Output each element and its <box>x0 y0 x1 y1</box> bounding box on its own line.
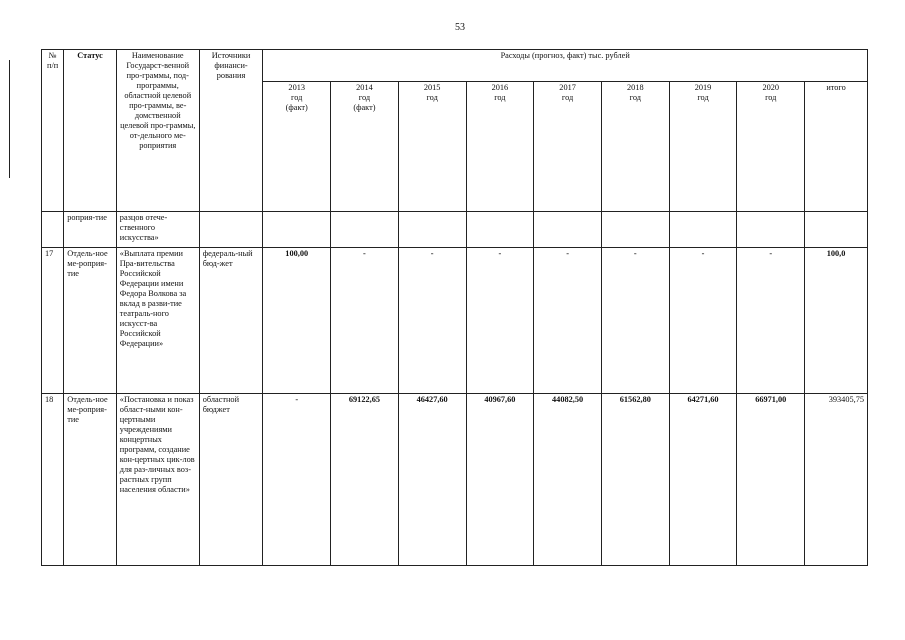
header-year: 2018 год <box>601 82 669 212</box>
header-year: 2016 год <box>466 82 534 212</box>
row-num: 17 <box>42 248 64 394</box>
table-cell <box>398 212 466 248</box>
header-year: 2015 год <box>398 82 466 212</box>
table-cell <box>669 212 737 248</box>
row-value: - <box>466 248 534 394</box>
continuation-row <box>42 212 868 248</box>
row-status: Отдель-ное ме-роприя-тие <box>64 394 117 566</box>
row-value: 61562,80 <box>601 394 669 566</box>
header-sources: Источники финанси-рования <box>199 50 263 212</box>
row-value: 40967,60 <box>466 394 534 566</box>
header-num: № п/п <box>42 50 64 212</box>
header-year: 2014 год (факт) <box>331 82 399 212</box>
margin-rule <box>9 60 10 178</box>
table-cell <box>263 212 331 248</box>
continuation-name: разцов отече-ственного искусства» <box>116 212 199 248</box>
table-cell <box>534 212 602 248</box>
row-name: «Постановка и показ област-ными кон-цертными учреждениями концертных программ, создание кон-цертных цик-лов для раз-личных воз-растных групп населения области» <box>116 394 199 566</box>
header-year: 2013 год (факт) <box>263 82 331 212</box>
row-value: - <box>398 248 466 394</box>
row-value: - <box>534 248 602 394</box>
row-value: - <box>263 394 331 566</box>
row-value: - <box>669 248 737 394</box>
expenses-table <box>41 49 868 566</box>
header-row <box>42 50 868 82</box>
table-cell <box>466 212 534 248</box>
page-number: 53 <box>455 22 465 33</box>
row-num: 18 <box>42 394 64 566</box>
row-status: Отдель-ное ме-роприя-тие <box>64 248 117 394</box>
row-value: - <box>737 248 805 394</box>
row-source: областной бюджет <box>199 394 263 566</box>
row-value: 69122,65 <box>331 394 399 566</box>
row-total: 393405,75 <box>805 394 868 566</box>
table-cell <box>42 212 64 248</box>
table-cell <box>199 212 263 248</box>
continuation-status: роприя-тие <box>64 212 117 248</box>
table-cell <box>805 212 868 248</box>
header-year: 2020 год <box>737 82 805 212</box>
table-cell <box>737 212 805 248</box>
table-cell <box>331 212 399 248</box>
header-name: Наименование Государст-венной про-граммы, под-программы, областной целевой про-граммы, ве-домственной целевой про-граммы, от-дельного ме-роприятия <box>116 50 199 212</box>
row-total: 100,0 <box>805 248 868 394</box>
header-year: 2017 год <box>534 82 602 212</box>
table-cell <box>601 212 669 248</box>
row-value: - <box>331 248 399 394</box>
row-value: - <box>601 248 669 394</box>
row-value: 64271,60 <box>669 394 737 566</box>
header-status: Статус <box>64 50 117 212</box>
row-value: 44082,50 <box>534 394 602 566</box>
table-row <box>42 394 868 566</box>
table-row <box>42 248 868 394</box>
row-value: 46427,60 <box>398 394 466 566</box>
header-total: итого <box>805 82 868 212</box>
row-value: 66971,00 <box>737 394 805 566</box>
row-source: федераль-ный бюд-жет <box>199 248 263 394</box>
row-value: 100,00 <box>263 248 331 394</box>
header-year: 2019 год <box>669 82 737 212</box>
row-name: «Выплата премии Пра-вительства Российской Федерации имени Федора Волкова за вклад в разви-тие театраль-ного искусст-ва Российской Федерации» <box>116 248 199 394</box>
header-expenses: Расходы (прогноз, факт) тыс. рублей <box>263 50 868 82</box>
